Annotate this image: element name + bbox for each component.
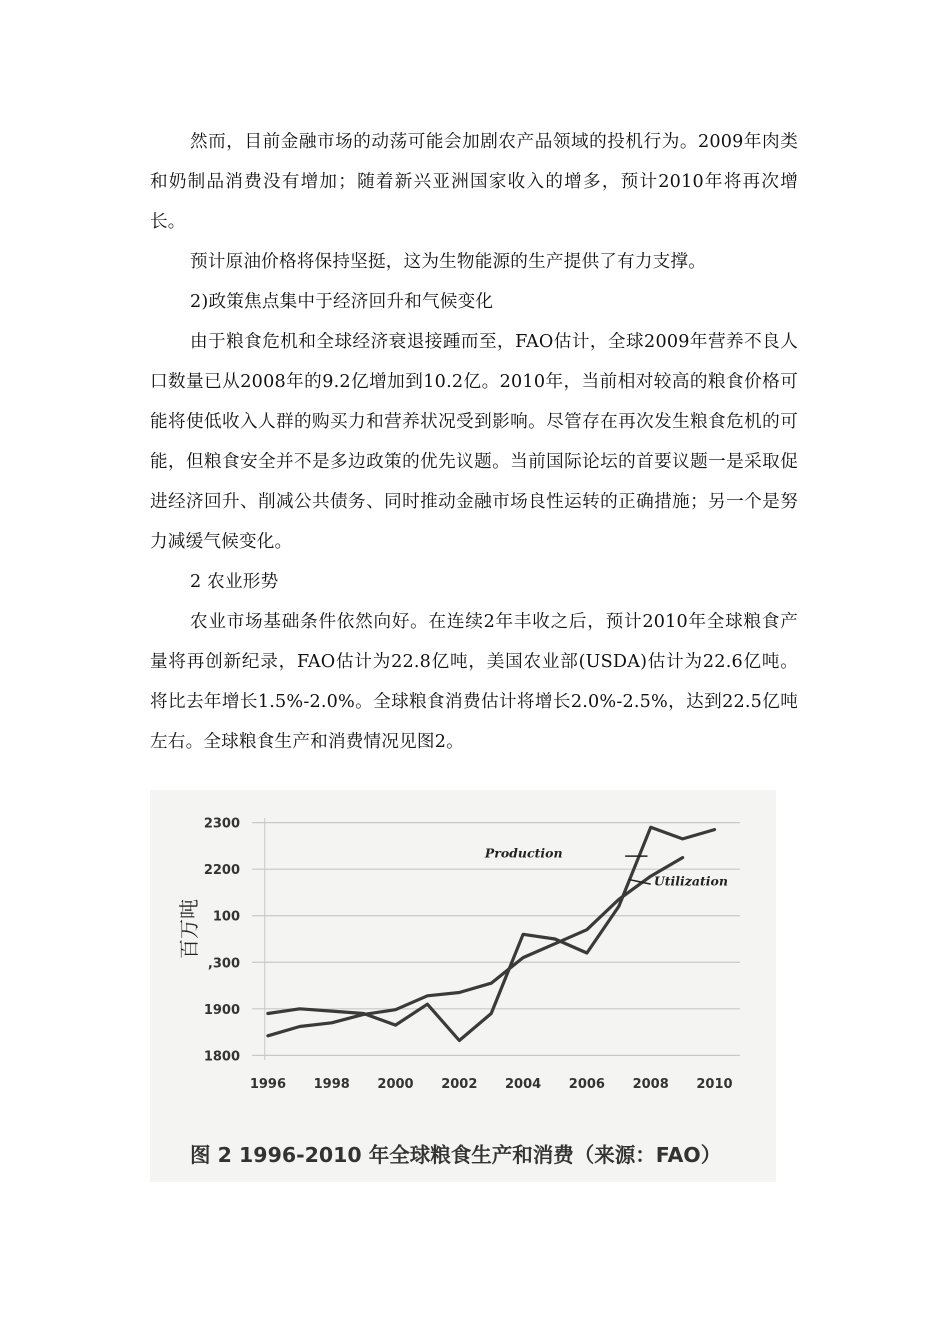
x-tick-label: 2008	[632, 1077, 669, 1092]
series-label-production: Production	[484, 845, 563, 861]
y-tick-label: 1800	[203, 1049, 240, 1065]
figure-caption: 图 2 1996-2010 年全球粮食生产和消费（来源：FAO）	[190, 1143, 722, 1167]
x-tick-label: 2004	[505, 1077, 542, 1092]
paragraph-food-crisis: 由于粮食危机和全球经济衰退接踵而至，FAO估计，全球2009年营养不良人口数量已从2008年的9.2亿增加到10.2亿。2010年，当前相对较高的粮食价格可能将使低收入人群的购买力和营养状况受到影响。尽管存在再次发生粮食危机的可能，但粮食安全并不是多边政策的优先议题。当前国际论坛的首要议题一是采取促进经济回升、削减公共债务、同时推动金融市场良性运转的正确措施；另一个是努力减缓气候变化。	[150, 332, 798, 552]
y-tick-label: 2300	[203, 816, 240, 832]
y-tick-label: ,300	[207, 956, 240, 972]
y-tick-label: 2200	[203, 863, 240, 879]
section-heading-policy: 2)政策焦点集中于经济回升和气候变化	[190, 292, 494, 312]
paragraph-oil-price: 预计原油价格将保持坚挺，这为生物能源的生产提供了有力支撑。	[190, 252, 707, 272]
paragraph-market-conditions: 农业市场基础条件依然向好。在连续2年丰收之后，预计2010年全球粮食产量将再创新纪录，FAO估计为22.8亿吨，美国农业部(USDA)估计为22.6亿吨。将比去年增长1.5%-2.0%。全球粮食消费估计将增长2.0%-2.5%，达到22.5亿吨左右。全球粮食生产和消费情况见图2。	[150, 612, 798, 752]
x-tick-label: 2006	[568, 1077, 605, 1092]
y-axis-label: 百万吨	[177, 899, 201, 959]
x-tick-label: 2010	[696, 1077, 733, 1092]
y-tick-label: 100	[212, 909, 240, 925]
paragraph-speculation: 然而，目前金融市场的动荡可能会加剧农产品领域的投机行为。2009年肉类和奶制品消费没有增加；随着新兴亚洲国家收入的增多，预计2010年将再次增长。	[150, 132, 798, 232]
x-tick-label: 2002	[441, 1077, 478, 1092]
y-tick-label: 1900	[203, 1002, 240, 1018]
body-text	[150, 122, 798, 762]
x-tick-label: 2000	[377, 1077, 414, 1092]
x-tick-label: 1998	[313, 1077, 350, 1092]
section-heading-agriculture: 2 农业形势	[190, 572, 279, 592]
x-tick-label: 1996	[249, 1077, 287, 1092]
line-chart	[150, 790, 776, 1135]
figure-2	[150, 790, 776, 1182]
series-label-utilization: Utilization	[653, 873, 728, 889]
